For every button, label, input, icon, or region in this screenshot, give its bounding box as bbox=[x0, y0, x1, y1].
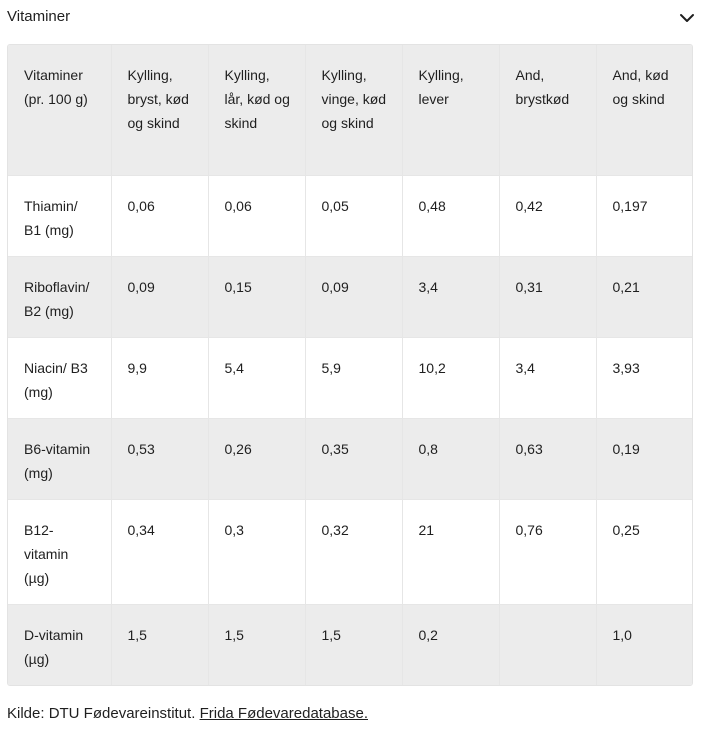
table-cell: 0,26 bbox=[208, 418, 305, 499]
column-header: And, kød og skind bbox=[612, 67, 669, 107]
table-cell: 0,197 bbox=[612, 197, 648, 214]
table-cell: 0,34 bbox=[111, 499, 208, 604]
table-cell: 1,5 bbox=[111, 604, 208, 685]
table-cell: 5,4 bbox=[208, 337, 305, 418]
table-cell: 1,5 bbox=[208, 604, 305, 685]
column-header: And, brystkød bbox=[499, 45, 596, 175]
table-cell: 0,06 bbox=[111, 175, 208, 256]
table-cell: 0,05 bbox=[305, 175, 402, 256]
table-row bbox=[8, 256, 692, 337]
table-cell: 0,35 bbox=[305, 418, 402, 499]
table-row bbox=[8, 175, 692, 256]
row-label: Thiamin/ B1 (mg) bbox=[8, 175, 111, 256]
source-prefix: Kilde: DTU Fødevareinstitut. bbox=[7, 705, 196, 722]
table-cell: 0,06 bbox=[208, 175, 305, 256]
column-header: Vitaminer (pr. 100 g) bbox=[8, 45, 111, 175]
vitamin-table-container bbox=[7, 44, 693, 686]
accordion-title: Vitaminer bbox=[7, 8, 71, 25]
table-cell: 0,8 bbox=[402, 418, 499, 499]
table-cell: 0,09 bbox=[305, 256, 402, 337]
row-label: D-vitamin (µg) bbox=[8, 604, 111, 685]
table-header-row bbox=[8, 45, 692, 175]
row-label: B6-vitamin (mg) bbox=[8, 418, 111, 499]
column-header: Kylling, bryst, kød og skind bbox=[111, 45, 208, 175]
accordion-header-vitaminer[interactable] bbox=[0, 0, 704, 38]
table-row bbox=[8, 418, 692, 499]
table-cell: 0,25 bbox=[612, 521, 640, 538]
table-cell: 9,9 bbox=[111, 337, 208, 418]
table-cell bbox=[499, 604, 596, 685]
column-header: Kylling, lår, kød og skind bbox=[208, 45, 305, 175]
frida-database-link[interactable]: Frida Fødevaredatabase. bbox=[199, 705, 368, 722]
table-cell: 0,19 bbox=[612, 440, 640, 457]
column-header: Kylling, lever bbox=[402, 45, 499, 175]
source-line bbox=[7, 704, 368, 724]
table-cell: 0,42 bbox=[499, 175, 596, 256]
table-cell: 0,15 bbox=[208, 256, 305, 337]
row-label: Riboflavin/ B2 (mg) bbox=[8, 256, 111, 337]
table-cell: 0,2 bbox=[402, 604, 499, 685]
table-cell: 3,93 bbox=[612, 359, 640, 376]
table-cell: 3,4 bbox=[499, 337, 596, 418]
table-cell: 3,4 bbox=[402, 256, 499, 337]
table-cell: 0,76 bbox=[499, 499, 596, 604]
table-cell: 1,5 bbox=[305, 604, 402, 685]
table-row bbox=[8, 337, 692, 418]
row-label: B12- vitamin (µg) bbox=[8, 499, 111, 604]
vitamin-table bbox=[8, 45, 692, 685]
table-cell: 10,2 bbox=[402, 337, 499, 418]
table-cell: 0,32 bbox=[305, 499, 402, 604]
table-cell: 0,48 bbox=[402, 175, 499, 256]
table-cell: 0,21 bbox=[612, 278, 640, 295]
table-cell: 5,9 bbox=[305, 337, 402, 418]
table-row bbox=[8, 499, 692, 604]
table-cell: 0,09 bbox=[111, 256, 208, 337]
table-cell: 0,3 bbox=[208, 499, 305, 604]
chevron-down-icon[interactable] bbox=[678, 11, 696, 25]
row-label: Niacin/ B3 (mg) bbox=[8, 337, 111, 418]
table-cell: 21 bbox=[402, 499, 499, 604]
table-cell: 0,63 bbox=[499, 418, 596, 499]
table-row bbox=[8, 604, 692, 685]
column-header: Kylling, vinge, kød og skind bbox=[305, 45, 402, 175]
table-cell: 0,31 bbox=[499, 256, 596, 337]
table-cell: 0,53 bbox=[111, 418, 208, 499]
table-cell: 1,0 bbox=[612, 626, 632, 643]
